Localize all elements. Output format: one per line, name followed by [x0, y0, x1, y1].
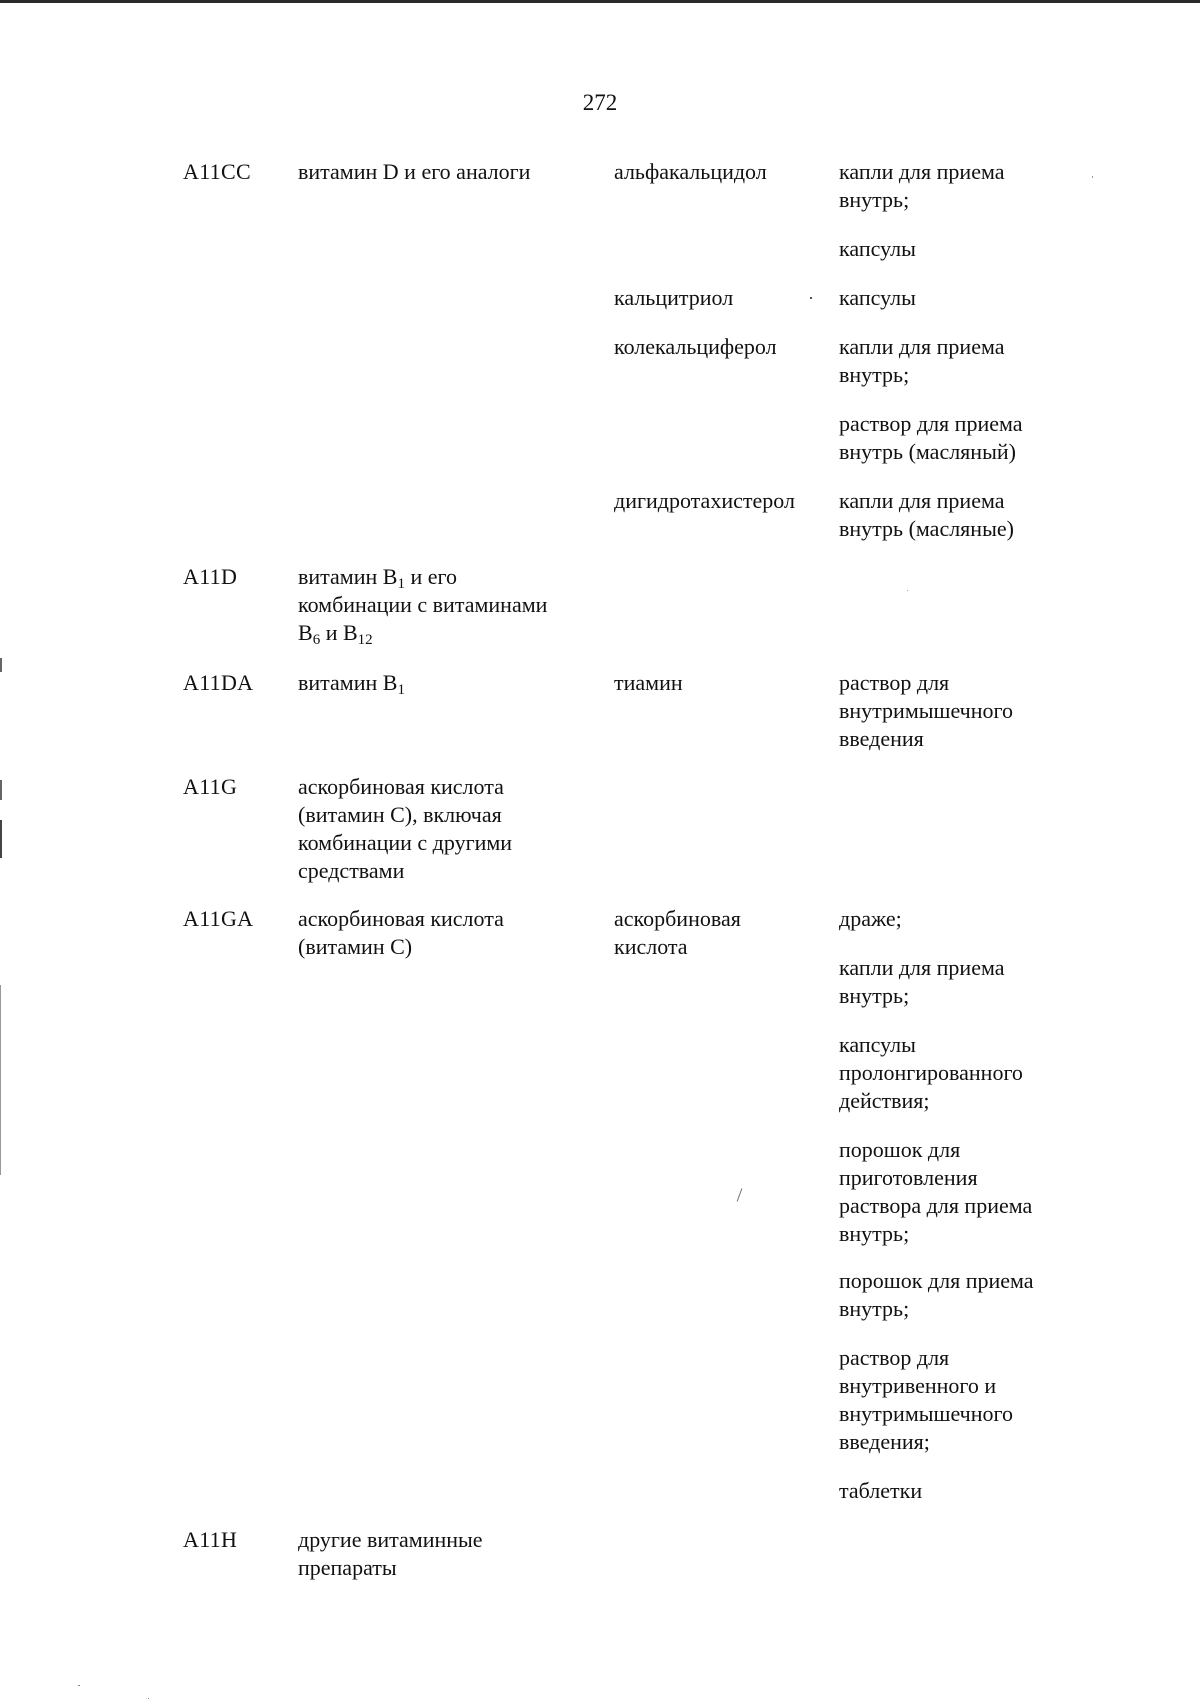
dosage-form: введения: [839, 726, 924, 751]
dosage-form: раствор для приема: [839, 411, 1023, 436]
scan-edge-mark: [0, 985, 1, 1175]
drug-name: альфакальцидол: [614, 159, 767, 184]
dosage-form: таблетки: [839, 1478, 923, 1503]
dosage-form: внутрь (масляные): [839, 516, 1014, 541]
drug-name: колекальциферол: [614, 334, 777, 359]
atc-code: A11H: [183, 1527, 238, 1552]
scan-speck: [148, 1698, 149, 1699]
dosage-form: раствор для: [839, 1345, 950, 1370]
group-name: (витамин С): [298, 934, 413, 959]
dosage-form: раствора для приема: [839, 1193, 1033, 1218]
dosage-form: внутрь;: [839, 1221, 910, 1246]
dosage-form: внутрь;: [839, 187, 910, 212]
dosage-form: внутрь;: [839, 1296, 910, 1321]
dosage-form: внутримышечного: [839, 1401, 1013, 1426]
dosage-form: внутривенного и: [839, 1373, 997, 1398]
atc-code: A11DA: [183, 670, 254, 695]
drug-name: тиамин: [614, 670, 683, 695]
dosage-form: капли для приема: [839, 488, 1005, 513]
scan-speck: [78, 1685, 80, 1686]
dosage-form: капсулы: [839, 285, 916, 310]
dosage-form: капли для приема: [839, 955, 1005, 980]
dosage-form: внутрь;: [839, 983, 910, 1008]
group-name: витамин $B_1$ и его: [298, 564, 457, 592]
dosage-form: действия;: [839, 1088, 930, 1113]
group-name: витамин D и его аналоги: [298, 159, 531, 184]
group-name: препараты: [298, 1555, 397, 1580]
scan-speck: [907, 590, 908, 591]
dosage-form: капли для приема: [839, 334, 1005, 359]
scan-edge-mark: [0, 820, 2, 858]
atc-code: A11G: [183, 774, 238, 799]
dosage-form: драже;: [839, 906, 902, 931]
scan-edge-mark: [0, 780, 2, 800]
group-name: комбинации с витаминами: [298, 592, 548, 617]
dosage-form: капсулы: [839, 1032, 916, 1057]
drug-name: кислота: [614, 934, 688, 959]
atc-code: A11D: [183, 564, 238, 589]
group-name: аскорбиновая кислота: [298, 906, 504, 931]
group-name: (витамин С), включая: [298, 802, 502, 827]
dosage-form: внутрь;: [839, 362, 910, 387]
dosage-form: раствор для: [839, 670, 950, 695]
scan-top-border: [0, 0, 1200, 3]
dosage-form: внутрь (масляный): [839, 439, 1016, 464]
dosage-form: капсулы: [839, 236, 916, 261]
drug-name: аскорбиновая: [614, 906, 741, 931]
scan-speck: [737, 1188, 743, 1201]
atc-code: A11CC: [183, 159, 251, 184]
group-name: средствами: [298, 858, 405, 883]
group-name: $B_6$ и $B_{12}$: [298, 620, 373, 648]
dosage-form: введения;: [839, 1429, 930, 1454]
group-name: другие витаминные: [298, 1527, 483, 1552]
group-name: комбинации с другими: [298, 830, 513, 855]
dosage-form: порошок для приема: [839, 1268, 1034, 1293]
dosage-form: порошок для: [839, 1137, 961, 1162]
group-name: витамин $B_1$: [298, 670, 405, 698]
dosage-form: пролонгированного: [839, 1060, 1023, 1085]
scan-speck: [810, 297, 812, 299]
drug-name: кальцитриол: [614, 285, 734, 310]
atc-code: A11GA: [183, 906, 254, 931]
drug-name: дигидротахистерол: [614, 488, 795, 513]
page-number: 272: [582, 90, 618, 115]
scan-speck: [1092, 176, 1093, 178]
dosage-form: приготовления: [839, 1165, 978, 1190]
dosage-form: капли для приема: [839, 159, 1005, 184]
dosage-form: внутримышечного: [839, 698, 1013, 723]
scan-edge-mark: [0, 658, 2, 672]
group-name: аскорбиновая кислота: [298, 774, 504, 799]
